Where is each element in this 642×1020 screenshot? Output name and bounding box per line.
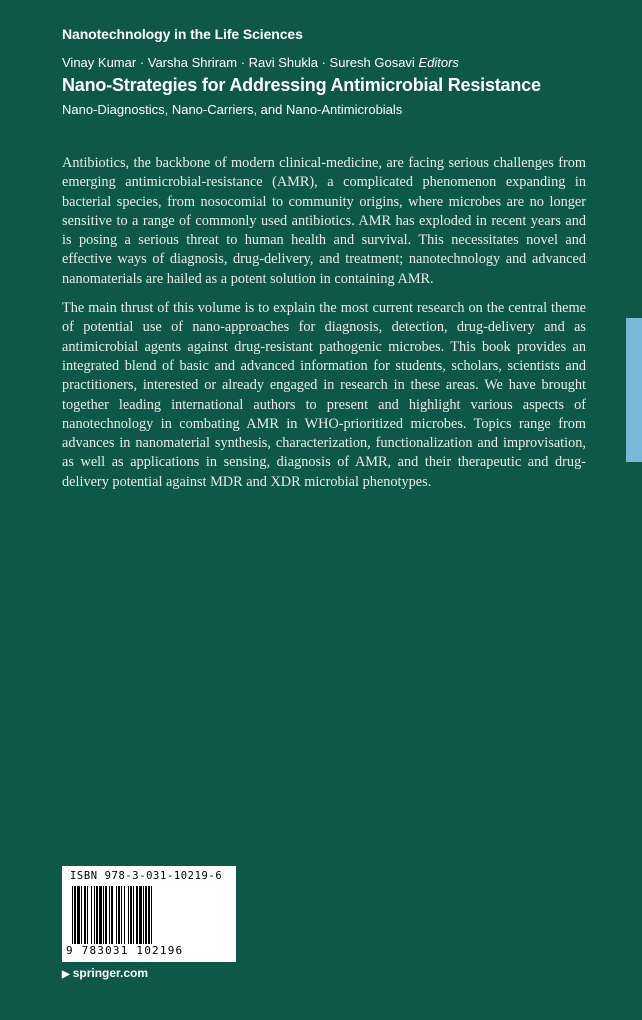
blurb [62, 154, 586, 502]
arrow-icon: ▶ [62, 969, 70, 980]
blurb-paragraph-2: The main thrust of this volume is to explain the most current research on the central theme of potential use of nano-approaches for diagnosis, detection, drug-delivery and as antimicrobial agents against drug-resistant pathogenic microbes. This book provides an integrated blend of basic and advanced information for students, scholars, scientists and practitioners, interested or already engaged in research in these areas. We have brought together leading international authors to present and highlight various aspects of nanotechnology in combating AMR in WHO-prioritized microbes. Topics range from advances in nanomaterial synthesis, characterization, functionalization and improvisation, as well as applications in sensing, diagnosis of AMR, and their therapeutic and drug-delivery potential against MDR and XDR microbial phenotypes. [62, 300, 586, 490]
barcode-bars [70, 886, 228, 944]
editors-line [62, 55, 459, 70]
series-title: Nanotechnology in the Life Sciences [62, 26, 303, 42]
book-title: Nano-Strategies for Addressing Antimicrobial Resistance [62, 75, 541, 95]
publisher-link[interactable] [62, 966, 148, 980]
book-subtitle: Nano-Diagnostics, Nano-Carriers, and Nano-Antimicrobials [62, 102, 403, 117]
editor-names: Vinay Kumar · Varsha Shriram · Ravi Shukla · Suresh Gosavi [62, 55, 415, 70]
side-color-tab [626, 318, 642, 462]
isbn-label: ISBN 978-3-031-10219-6 [70, 870, 223, 882]
publisher-url: springer.com [72, 966, 149, 980]
barcode-digits: 9 783031 102196 [66, 944, 184, 957]
barcode-box [62, 866, 236, 962]
editor-role: Editors [418, 55, 459, 70]
blurb-paragraph-1: Antibiotics, the backbone of modern clinical-medicine, are facing serious challenges from emerging antimicrobial-resistance (AMR), a complicated phenomenon expanding in bacterial species, from nosocomial to community origins, where microbes are no longer sensitive to a range of commonly used antibiotics. AMR has exploded in recent years and is posing a serious threat to human health and survival. This necessitates novel and effective ways of diagnosis, drug-delivery, and treatment; nanotechnology and advanced nanomaterials are hailed as a potent solution in containing AMR. [62, 155, 586, 287]
